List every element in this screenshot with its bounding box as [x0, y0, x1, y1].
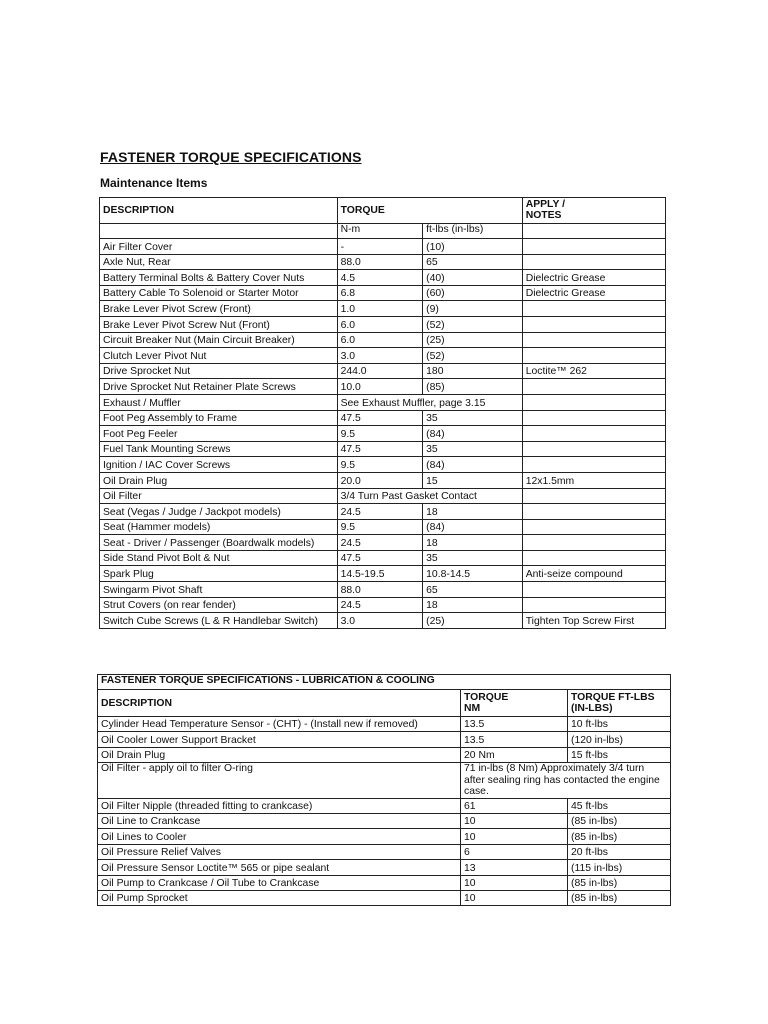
torque-ftlbs-cell: (85 in-lbs)	[568, 875, 671, 890]
description-cell: Strut Covers (on rear fender)	[100, 597, 338, 613]
description-header: DESCRIPTION	[100, 198, 338, 224]
description-cell: Drive Sprocket Nut Retainer Plate Screws	[100, 379, 338, 395]
table-header-row	[98, 690, 671, 717]
torque-nm-cell: 9.5	[337, 457, 423, 473]
description-header: DESCRIPTION	[98, 690, 461, 717]
notes-cell	[522, 519, 665, 535]
notes-cell: 12x1.5mm	[522, 472, 665, 488]
torque-nm-cell: 10	[461, 875, 568, 890]
notes-cell	[522, 441, 665, 457]
torque-ftlbs-cell: 15	[423, 472, 523, 488]
torque-nm-cell: -	[337, 239, 423, 255]
table-row	[100, 613, 666, 629]
description-cell: Brake Lever Pivot Screw Nut (Front)	[100, 316, 338, 332]
notes-cell: Dielectric Grease	[522, 285, 665, 301]
notes-cell	[522, 550, 665, 566]
torque-span-cell: See Exhaust Muffler, page 3.15	[337, 394, 522, 410]
notes-cell	[522, 348, 665, 364]
torque-ftlbs-cell: (120 in-lbs)	[568, 732, 671, 747]
table-row	[100, 457, 666, 473]
table-row	[100, 488, 666, 504]
table-row	[98, 860, 671, 875]
notes-cell: Dielectric Grease	[522, 270, 665, 286]
torque-ftlbs-cell: 180	[423, 363, 523, 379]
notes-cell: Loctite™ 262	[522, 363, 665, 379]
description-cell: Oil Line to Crankcase	[98, 814, 461, 829]
notes-cell	[522, 535, 665, 551]
notes-cell	[522, 488, 665, 504]
description-cell: Spark Plug	[100, 566, 338, 582]
torque-nm-cell: 13.5	[461, 717, 568, 732]
units-row	[100, 224, 666, 239]
torque-ftlbs-cell: (52)	[423, 316, 523, 332]
lubrication-table-title: FASTENER TORQUE SPECIFICATIONS - LUBRICATION & COOLING	[98, 675, 671, 690]
torque-nm-cell: 4.5	[337, 270, 423, 286]
torque-ftlbs-cell: (84)	[423, 457, 523, 473]
description-cell: Oil Pump Sprocket	[98, 891, 461, 906]
notes-header-text: APPLY / NOTES	[525, 199, 565, 221]
description-cell: Oil Drain Plug	[98, 747, 461, 762]
description-cell: Oil Pressure Relief Valves	[98, 844, 461, 859]
table-row	[100, 410, 666, 426]
table-row	[100, 535, 666, 551]
torque-nm-cell: 6.8	[337, 285, 423, 301]
torque-ftlbs-cell: 18	[423, 597, 523, 613]
notes-cell	[522, 394, 665, 410]
table-row	[100, 316, 666, 332]
table-row	[100, 254, 666, 270]
torque-nm-header	[461, 690, 568, 717]
torque-ftlbs-cell: (9)	[423, 301, 523, 317]
description-cell: Circuit Breaker Nut (Main Circuit Breaker)	[100, 332, 338, 348]
torque-ftlbs-cell: (60)	[423, 285, 523, 301]
description-cell: Cylinder Head Temperature Sensor - (CHT) - (Install new if removed)	[98, 717, 461, 732]
table-row	[100, 301, 666, 317]
table-row	[100, 379, 666, 395]
torque-ftlbs-cell: (85 in-lbs)	[568, 829, 671, 844]
torque-ftlbs-cell: 35	[423, 550, 523, 566]
table-row	[100, 597, 666, 613]
torque-ftlbs-cell: 45 ft-lbs	[568, 798, 671, 813]
torque-nm-cell: 1.0	[337, 301, 423, 317]
torque-header: TORQUE	[337, 198, 522, 224]
torque-ftlbs-cell: (85 in-lbs)	[568, 891, 671, 906]
table-row	[100, 550, 666, 566]
description-cell: Axle Nut, Rear	[100, 254, 338, 270]
torque-ftlbs-cell: (25)	[423, 613, 523, 629]
table-row	[98, 732, 671, 747]
torque-nm-cell: 10	[461, 814, 568, 829]
description-cell: Exhaust / Muffler	[100, 394, 338, 410]
description-cell: Oil Cooler Lower Support Bracket	[98, 732, 461, 747]
torque-nm-cell: 3.0	[337, 613, 423, 629]
torque-nm-cell: 88.0	[337, 254, 423, 270]
table-row	[100, 472, 666, 488]
notes-cell	[522, 379, 665, 395]
description-cell: Fuel Tank Mounting Screws	[100, 441, 338, 457]
table-row	[98, 875, 671, 890]
description-cell: Clutch Lever Pivot Nut	[100, 348, 338, 364]
units-blank-cell	[522, 224, 665, 239]
table-row	[100, 348, 666, 364]
notes-cell: Tighten Top Screw First	[522, 613, 665, 629]
notes-cell	[522, 457, 665, 473]
torque-ft-header-text: TORQUE FT-LBS (IN-LBS)	[571, 692, 655, 714]
table-row	[98, 844, 671, 859]
torque-nm-cell: 3.0	[337, 348, 423, 364]
description-cell: Foot Peg Assembly to Frame	[100, 410, 338, 426]
maintenance-torque-table	[99, 197, 666, 629]
torque-nm-cell: 14.5-19.5	[337, 566, 423, 582]
torque-nm-cell: 6.0	[337, 332, 423, 348]
torque-nm-cell: 10	[461, 891, 568, 906]
torque-nm-cell: 20.0	[337, 472, 423, 488]
description-cell: Brake Lever Pivot Screw (Front)	[100, 301, 338, 317]
notes-cell	[522, 239, 665, 255]
units-nm: N-m	[337, 224, 423, 239]
table-row	[100, 426, 666, 442]
torque-ftlbs-cell: 15 ft-lbs	[568, 747, 671, 762]
description-cell: Oil Pump to Crankcase / Oil Tube to Crankcase	[98, 875, 461, 890]
description-cell: Oil Drain Plug	[100, 472, 338, 488]
torque-ft-header	[568, 690, 671, 717]
torque-nm-cell: 9.5	[337, 426, 423, 442]
torque-nm-cell: 24.5	[337, 535, 423, 551]
torque-ftlbs-cell: (85 in-lbs)	[568, 814, 671, 829]
torque-nm-cell: 6.0	[337, 316, 423, 332]
notes-cell	[522, 301, 665, 317]
description-cell: Switch Cube Screws (L & R Handlebar Switch)	[100, 613, 338, 629]
table-row	[100, 270, 666, 286]
table-title-row	[98, 675, 671, 690]
notes-cell	[522, 597, 665, 613]
torque-ftlbs-cell: (25)	[423, 332, 523, 348]
description-cell: Seat - Driver / Passenger (Boardwalk models)	[100, 535, 338, 551]
torque-ftlbs-cell: 18	[423, 504, 523, 520]
description-cell: Side Stand Pivot Bolt & Nut	[100, 550, 338, 566]
table-row	[100, 363, 666, 379]
notes-cell	[522, 410, 665, 426]
section-subtitle: Maintenance Items	[100, 176, 208, 190]
torque-span-cell: 3/4 Turn Past Gasket Contact	[337, 488, 522, 504]
torque-ftlbs-cell: 10 ft-lbs	[568, 717, 671, 732]
torque-ftlbs-cell: 10.8-14.5	[423, 566, 523, 582]
notes-header	[522, 198, 665, 224]
description-cell: Foot Peg Feeler	[100, 426, 338, 442]
table-row	[100, 441, 666, 457]
notes-cell	[522, 582, 665, 598]
table-row	[98, 747, 671, 762]
torque-nm-cell: 9.5	[337, 519, 423, 535]
torque-nm-cell: 47.5	[337, 550, 423, 566]
description-cell: Oil Filter Nipple (threaded fitting to crankcase)	[98, 798, 461, 813]
torque-nm-cell: 6	[461, 844, 568, 859]
torque-ftlbs-cell: 35	[423, 441, 523, 457]
description-cell: Oil Lines to Cooler	[98, 829, 461, 844]
table-row	[98, 717, 671, 732]
table-row	[100, 582, 666, 598]
torque-nm-cell: 47.5	[337, 410, 423, 426]
table-row	[98, 798, 671, 813]
description-cell: Battery Terminal Bolts & Battery Cover Nuts	[100, 270, 338, 286]
torque-nm-cell: 13	[461, 860, 568, 875]
torque-ftlbs-cell: 65	[423, 582, 523, 598]
description-cell: Oil Filter - apply oil to filter O-ring	[98, 763, 461, 799]
table-row	[98, 763, 671, 799]
torque-ftlbs-cell: (52)	[423, 348, 523, 364]
notes-cell	[522, 316, 665, 332]
units-ftlbs: ft-lbs (in-lbs)	[423, 224, 523, 239]
torque-ftlbs-cell: 18	[423, 535, 523, 551]
lubrication-cooling-torque-table	[97, 674, 671, 906]
description-cell: Seat (Hammer models)	[100, 519, 338, 535]
description-cell: Swingarm Pivot Shaft	[100, 582, 338, 598]
torque-ftlbs-cell: (84)	[423, 519, 523, 535]
torque-ftlbs-cell: (84)	[423, 426, 523, 442]
description-cell: Drive Sprocket Nut	[100, 363, 338, 379]
table-row	[100, 519, 666, 535]
table-row	[98, 814, 671, 829]
table-row	[98, 891, 671, 906]
notes-cell	[522, 504, 665, 520]
description-cell: Air Filter Cover	[100, 239, 338, 255]
table-row	[100, 332, 666, 348]
torque-nm-cell: 244.0	[337, 363, 423, 379]
torque-span-cell: 71 in-lbs (8 Nm) Approximately 3/4 turn after sealing ring has contacted the engine case.	[461, 763, 671, 799]
table-row	[100, 239, 666, 255]
description-cell: Oil Filter	[100, 488, 338, 504]
table-row	[100, 285, 666, 301]
table-row	[100, 566, 666, 582]
torque-ftlbs-cell: 20 ft-lbs	[568, 844, 671, 859]
notes-cell: Anti-seize compound	[522, 566, 665, 582]
torque-nm-cell: 88.0	[337, 582, 423, 598]
description-cell: Oil Pressure Sensor Loctite™ 565 or pipe sealant	[98, 860, 461, 875]
torque-ftlbs-cell: 35	[423, 410, 523, 426]
torque-nm-header-text: TORQUE NM	[464, 692, 509, 714]
torque-nm-cell: 47.5	[337, 441, 423, 457]
description-cell: Battery Cable To Solenoid or Starter Motor	[100, 285, 338, 301]
notes-cell	[522, 332, 665, 348]
page-title: FASTENER TORQUE SPECIFICATIONS	[100, 149, 362, 165]
table-row	[98, 829, 671, 844]
torque-ftlbs-cell: (40)	[423, 270, 523, 286]
notes-cell	[522, 426, 665, 442]
torque-ftlbs-cell: (10)	[423, 239, 523, 255]
torque-nm-cell: 24.5	[337, 597, 423, 613]
table-row	[100, 504, 666, 520]
torque-nm-cell: 10.0	[337, 379, 423, 395]
torque-nm-cell: 20 Nm	[461, 747, 568, 762]
description-cell: Ignition / IAC Cover Screws	[100, 457, 338, 473]
table-header-row	[100, 198, 666, 224]
torque-nm-cell: 10	[461, 829, 568, 844]
torque-ftlbs-cell: (85)	[423, 379, 523, 395]
description-cell: Seat (Vegas / Judge / Jackpot models)	[100, 504, 338, 520]
torque-ftlbs-cell: 65	[423, 254, 523, 270]
torque-nm-cell: 13.5	[461, 732, 568, 747]
units-blank-cell	[100, 224, 338, 239]
torque-nm-cell: 24.5	[337, 504, 423, 520]
torque-nm-cell: 61	[461, 798, 568, 813]
table-row	[100, 394, 666, 410]
torque-ftlbs-cell: (115 in-lbs)	[568, 860, 671, 875]
notes-cell	[522, 254, 665, 270]
